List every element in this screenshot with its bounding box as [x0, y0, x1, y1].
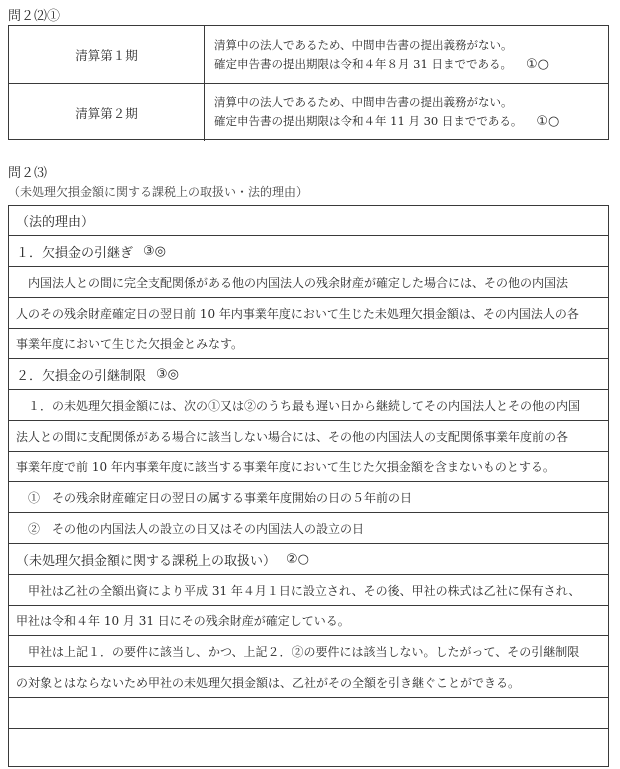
line-text: １．の未処理欠損金額には、次の①又は②のうち最も遅い日から継続してその内国法人とその他の内国: [16, 398, 581, 413]
table-line: [9, 606, 608, 636]
line-text: １．欠損金の引継ぎ: [16, 245, 134, 261]
line-text: 甲社は乙社の全額出資により平成 31 年４月１日に設立され、その後、甲社の株式は乙社に保有され、: [16, 583, 581, 598]
table-row: [9, 26, 608, 83]
table-line: [9, 236, 608, 267]
period-label: 清算第１期: [9, 26, 205, 83]
table-line: [9, 206, 608, 236]
table-line: [9, 390, 608, 421]
answer-table: [8, 205, 609, 767]
line-text: 法人との間に支配関係がある場合に該当しない場合には、その他の内国法人の支配関係事業年度前の各: [16, 429, 569, 444]
description-line: 清算中の法人であるため、中間申告書の提出義務がない。: [214, 38, 513, 52]
description-line: 清算中の法人であるため、中間申告書の提出義務がない。: [214, 95, 513, 109]
line-text: 事業年度において生じた欠損金とみなす。: [16, 337, 244, 351]
section-subheading: （未処理欠損金額に関する課税上の取扱い・法的理由）: [8, 185, 309, 199]
table-line: [9, 298, 608, 329]
question-heading-2-3: 問２⑶: [8, 166, 48, 181]
table-line: [9, 544, 608, 575]
line-text: 人のその残余財産確定日の翌日前 10 年内事業年度において生じた未処理欠損金額は、その内国法人の各: [16, 306, 579, 321]
line-text: 甲社は上記１．の要件に該当し、かつ、上記２．②の要件には該当しない。したがって、その引継制限: [16, 644, 580, 659]
table-line: [9, 329, 608, 359]
table-line: [9, 359, 608, 390]
table-row: [9, 83, 608, 141]
table-line: [9, 636, 608, 667]
line-text: ② その他の内国法人の設立の日又はその内国法人の設立の日: [16, 521, 365, 536]
table-line: [9, 513, 608, 544]
table-line: [9, 267, 608, 298]
table-line: [9, 421, 608, 452]
line-text: 甲社は令和４年 10 月 31 日にその残余財産が確定している。: [16, 614, 350, 628]
line-text: 事業年度で前 10 年内事業年度に該当する事業年度において生じた欠損金額を含まないものとする。: [16, 460, 555, 474]
table-line: [9, 575, 608, 606]
period-label: 清算第２期: [9, 84, 205, 141]
empty-table-line: [9, 729, 608, 766]
table-line: [9, 482, 608, 513]
period-description: [214, 36, 549, 74]
question-heading-2-2-1: 問２⑵①: [8, 9, 61, 24]
filing-period-table: [8, 25, 609, 140]
score-mark: ③◎: [156, 366, 180, 382]
line-text: （法的理由）: [16, 215, 95, 230]
empty-table-line: [9, 698, 608, 729]
score-mark: ①○: [536, 114, 560, 129]
description-text: 確定申告書の提出期限は令和４年 11 月 30 日までである。: [214, 114, 523, 128]
description-line-with-mark: [214, 55, 549, 74]
score-mark: ③◎: [143, 243, 167, 259]
line-text: ① その残余財産確定日の翌日の属する事業年度開始の日の５年前の日: [16, 490, 413, 505]
line-text: の対象とはならないため甲社の未処理欠損金額は、乙社がその全額を引き継ぐことができる。: [16, 675, 521, 690]
line-text: ２．欠損金の引継制限: [16, 368, 147, 384]
score-mark: ①○: [525, 57, 549, 72]
table-line: [9, 667, 608, 698]
score-mark: ②○: [286, 551, 310, 567]
line-text: （未処理欠損金額に関する課税上の取扱い）: [16, 553, 277, 569]
description-text: 確定申告書の提出期限は令和４年８月 31 日までである。: [214, 57, 512, 71]
period-description: [214, 93, 559, 131]
line-text: 内国法人との間に完全支配関係がある他の内国法人の残余財産が確定した場合には、その他の内国法: [16, 275, 569, 290]
description-line-with-mark: [214, 112, 559, 131]
table-line: [9, 452, 608, 482]
